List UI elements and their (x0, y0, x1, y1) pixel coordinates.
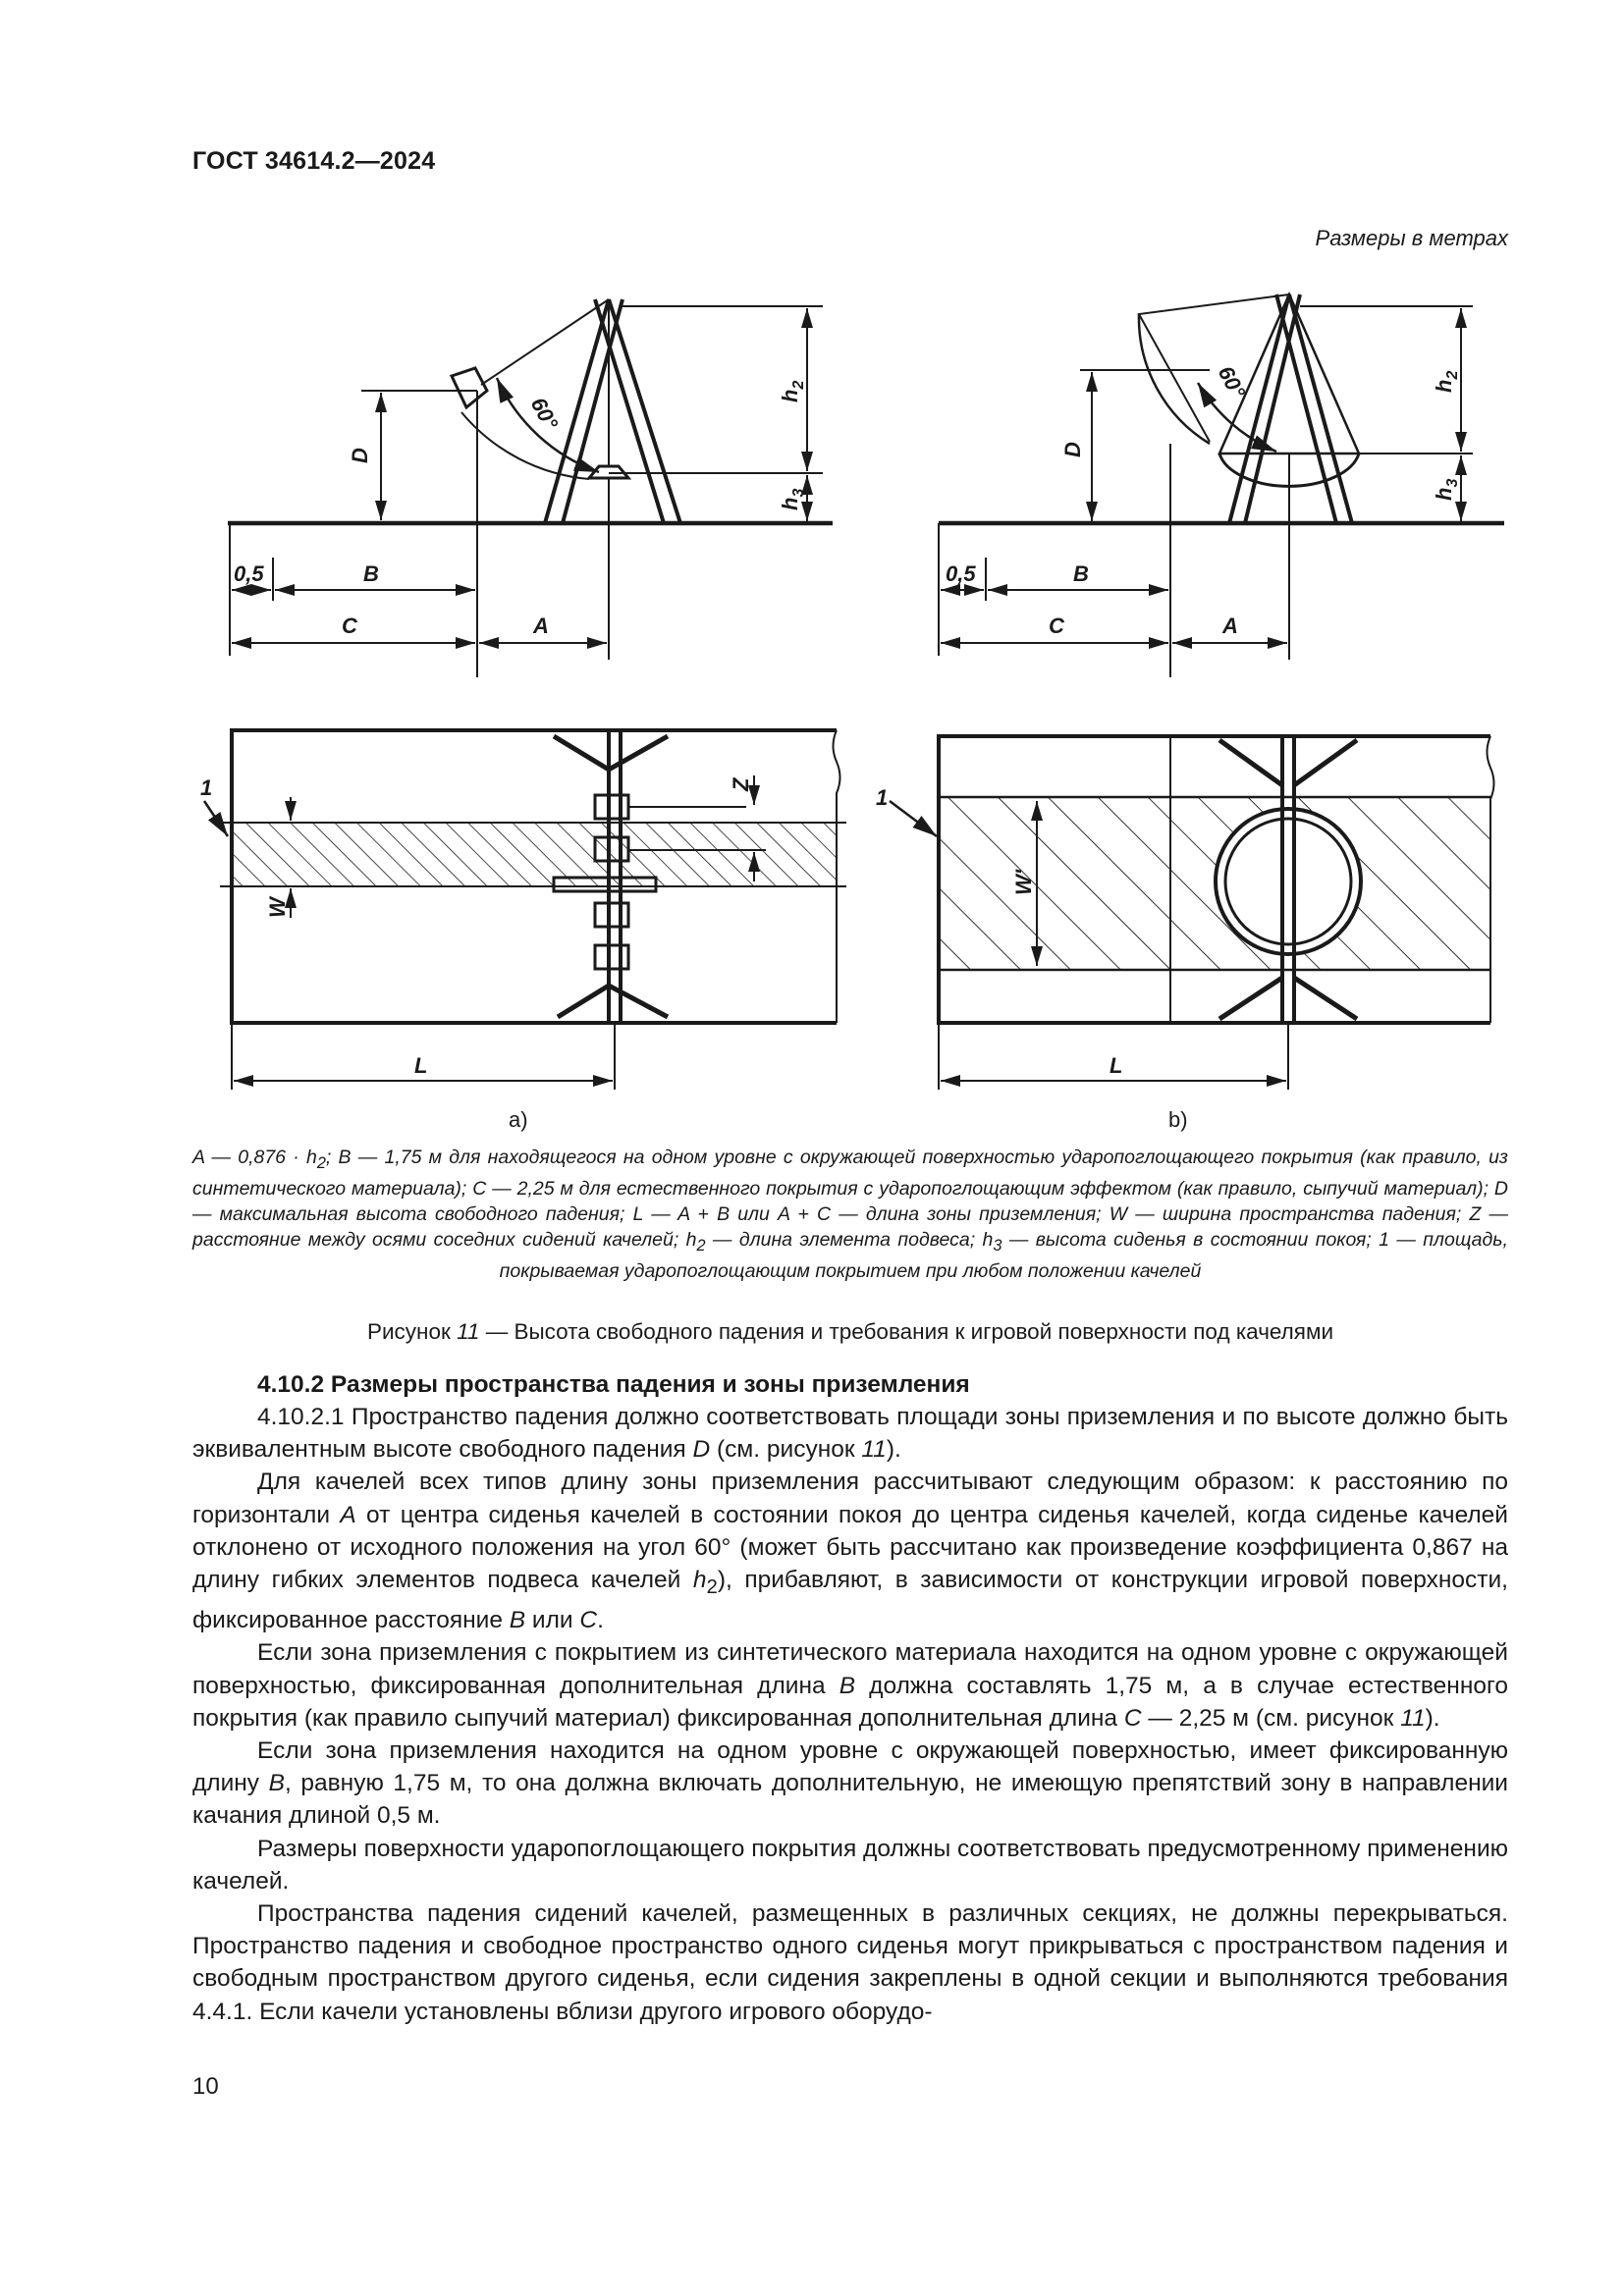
label-L-a: L (414, 1053, 428, 1078)
label-B-a: B (363, 561, 379, 586)
seat-swung-a (452, 368, 487, 407)
label-h3-b: $h_3$ (1432, 478, 1461, 501)
label-half-b: 0,5 (946, 561, 976, 586)
swing-frame-b (1229, 294, 1352, 523)
standard-header: ГОСТ 34614.2—2024 (192, 147, 436, 175)
label-A-a: A (533, 614, 549, 638)
subfigure-a: a) (509, 1107, 528, 1132)
nest-inner-b (1225, 819, 1351, 944)
frame-top-b (1219, 740, 1357, 785)
paragraph-6: Пространства падения сидений качелей, размещенных в различных секциях, не должны перекрываться. Пространство падения и свободное пространство одного сиденья могут прикрываться с пространством падения и свободным пространством другого сиденья, если сидения закреплены в одной секции и выполняются требования 4.4.1. Если качели установлены вблизи другого игрового оборудо- (192, 1899, 1508, 2025)
figure-caption: Рисунок 11 — Высота свободного падения и требования к игровой поверхности под качелями (366, 1319, 1334, 1344)
units-note: Размеры в метрах (1315, 226, 1508, 250)
nest-swung-b (1139, 294, 1289, 442)
label-C-b: C (1049, 614, 1064, 638)
figure-11-drawing (0, 0, 1624, 1139)
subfigure-b: b) (1168, 1107, 1188, 1132)
section-title: 4.10.2 Размеры пространства падения и зоны приземления (257, 1371, 970, 1398)
frame-bottom-b (1219, 978, 1357, 1019)
plan-view-b (890, 736, 1494, 1090)
label-h2-a: $h_2$ (778, 380, 807, 402)
frame-bottom-a (558, 986, 668, 1017)
label-D-b: D (1060, 442, 1085, 457)
page-number: 10 (192, 2073, 219, 2100)
side-view-a (228, 299, 833, 677)
label-A-b: A (1222, 614, 1238, 638)
label-W-a: W (265, 897, 290, 918)
paragraph-2: Для качелей всех типов длину зоны приземления рассчитывают следующим образом: к расстоянию по горизонтали A от центра сиденья качелей в состоянии покоя до центра сиденья качелей, когда сиденье качелей отклонено от исходного положения на угол 60° (может быть рассчитано как произведение коэффициента 0,867 на длину гибких элементов подвеса качелей $h_2$), прибавляют, в зависимости от конструкции игровой поверхности, фиксированное расстояние B или C. (192, 1468, 1508, 1634)
label-h2-b: $h_2$ (1432, 370, 1461, 393)
label-C-a: C (342, 614, 357, 638)
label-area-a: 1 (200, 775, 213, 800)
label-Z-a: Z (729, 777, 753, 791)
label-B-b: B (1073, 561, 1089, 586)
paragraph-3: Если зона приземления с покрытием из синтетического материала находится на одном уровне с окружающей поверхностью, фиксированная дополнительная длина B должна составлять 1,75 м, а в случае естественного покрытия (как правило сыпучий материал) фиксированная дополнительная длина C — 2,25 м (см. рисунок 11). (192, 1639, 1508, 1732)
label-area-b: 1 (876, 785, 889, 810)
impact-area-a (232, 823, 837, 886)
paragraph-4: Если зона приземления находится на одном уровне с окружающей поверхностью, имеет фиксированную длину B, равную 1,75 м, то она должна включать дополнительную, не имеющую препятствий зону в направлении качания длиной 0,5 м. (192, 1736, 1508, 1830)
label-L-b: L (1110, 1053, 1123, 1078)
label-half-a: 0,5 (234, 561, 264, 586)
figure-legend: A — $0,876 \cdot h_2$; B — 1,75 м для находящегося на одном уровне с окружающей поверхностью ударопоглощающего покрытия (как правило, из синтетического материала); C — 2,25 м для естественного покрытия с ударопоглощающим эффектом (как правило, сыпучий материал); D — максимальная высота свободного падения; L — A + B или A + C — длина зоны приземления; W — ширина пространства падения; Z — расстояние между осями соседних сидений качелей; $h_2$ — длина элемента подвеса; $h_3$ — высота сиденья в состоянии покоя; 1 — площадь, покрываемая ударопоглощающим покрытием при любом положении качелей (192, 1147, 1509, 1282)
label-h3-a: $h_3$ (778, 488, 807, 510)
label-Wprime-b: W' (1011, 870, 1036, 895)
label-angle-a: 60° (525, 393, 564, 434)
label-D-a: D (348, 448, 372, 463)
paragraph-5: Размеры поверхности ударопоглощающего покрытия должны соответствовать предусмотренному применению качелей. (192, 1835, 1509, 1895)
body-text (192, 1368, 1508, 2028)
label-angle-b: 60° (1213, 361, 1251, 402)
swing-frame-a (545, 299, 680, 523)
side-view-b (939, 294, 1504, 677)
paragraph-1: 4.10.2.1 Пространство падения должно соответствовать площади зоны приземления и по высоте должно быть эквивалентным высоте свободного падения D (см. рисунок 11). (192, 1404, 1508, 1464)
